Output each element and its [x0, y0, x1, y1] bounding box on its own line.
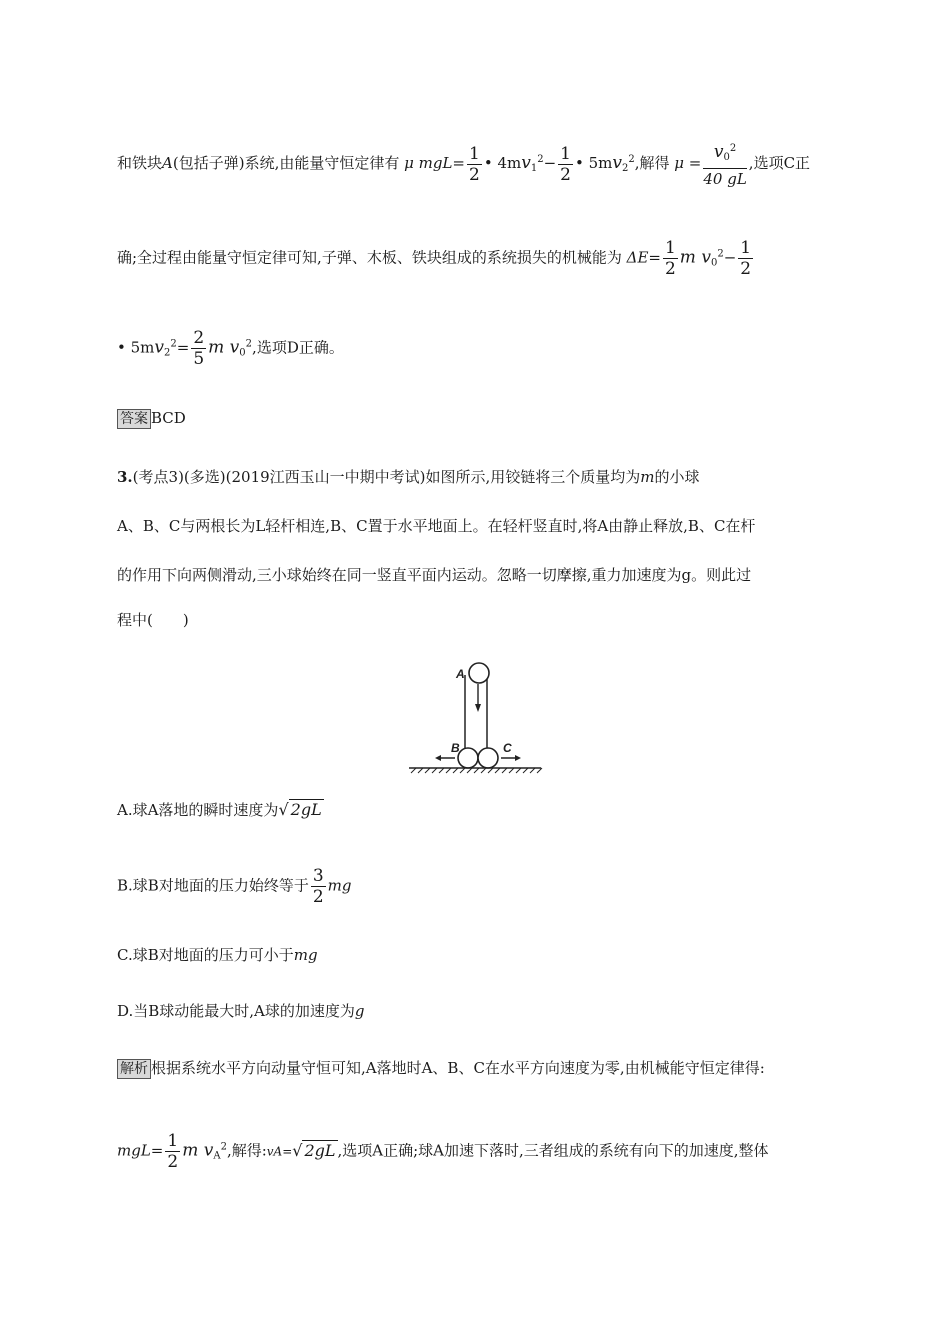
solution-line-2: [117, 238, 755, 279]
ball-c: [478, 748, 498, 768]
ball-a: [469, 663, 489, 683]
question-line-4: [117, 610, 189, 630]
label-b: B: [451, 741, 460, 755]
fraction-half: [738, 238, 753, 279]
numerator: 3: [312, 866, 324, 886]
va: vA=: [266, 1144, 293, 1159]
velocity-symbol: v: [521, 153, 531, 173]
text: 程中( ): [117, 611, 189, 629]
numerator: 1: [664, 238, 676, 258]
m-v: m v: [208, 337, 240, 358]
superscript: 2: [170, 338, 177, 350]
text: ,解得:: [226, 1141, 267, 1160]
denominator: 2: [740, 259, 752, 279]
text: B.球B对地面的压力始终等于: [117, 876, 309, 895]
m-v: m v: [182, 1140, 214, 1161]
subscript: A: [213, 1150, 221, 1162]
label-c: C: [503, 741, 512, 755]
fraction-half: [165, 1131, 180, 1172]
question-number: 3.: [117, 468, 133, 486]
mgl: mgL=: [117, 1141, 164, 1160]
text: A.球A落地的瞬时速度为: [117, 801, 279, 819]
arrow-c-head: [515, 755, 521, 761]
answer-line: [117, 408, 186, 429]
answer-value: BCD: [151, 409, 186, 427]
text: 和铁块: [117, 154, 163, 172]
term: • 5m: [117, 338, 155, 357]
text: C.球B对地面的压力可小于: [117, 946, 294, 964]
sqrt-expression: √ 2gL: [278, 800, 322, 819]
superscript: 2: [729, 143, 737, 154]
formula-lhs: μ mgL=: [404, 154, 465, 172]
superscript: 2: [537, 154, 544, 165]
denominator: 2: [167, 1152, 179, 1172]
mg: mg: [293, 946, 318, 964]
minus: −: [723, 248, 737, 267]
text: 的小球: [654, 468, 700, 486]
sqrt-expression: √ 2gL: [292, 1140, 336, 1160]
analysis-line-1: [117, 1058, 765, 1079]
text: D.当B球动能最大时,A球的加速度为: [117, 1002, 355, 1020]
arrow-b-head: [435, 755, 441, 761]
text: ,选项C正: [748, 154, 811, 172]
velocity-symbol: v: [154, 337, 164, 358]
numerator: 1: [469, 143, 480, 164]
denominator: 5: [193, 349, 205, 369]
fraction-half: [558, 144, 573, 185]
superscript: 2: [245, 338, 253, 350]
superscript: 2: [628, 154, 635, 165]
var-m: m: [640, 468, 655, 486]
fraction-half: [663, 238, 678, 279]
delta-e: ΔE=: [626, 248, 661, 267]
subscript: 0: [239, 347, 246, 359]
superscript: 2: [717, 248, 724, 260]
numerator: 1: [167, 1131, 179, 1151]
mg: mg: [327, 876, 352, 895]
term: • 4m: [483, 154, 522, 172]
denominator: 40 gL: [703, 170, 747, 188]
fraction-half: [467, 144, 482, 185]
velocity-symbol: v: [612, 153, 622, 173]
ball-b: [458, 748, 478, 768]
analysis-tag: 解析: [117, 1059, 151, 1079]
numerator: [703, 139, 746, 169]
option-d: [117, 1001, 365, 1021]
option-b: [117, 866, 351, 907]
numerator: 2: [193, 328, 205, 348]
physics-figure: [405, 660, 545, 775]
solution-line-3: [117, 328, 344, 369]
text: ,解得: [634, 154, 675, 172]
subscript: 2: [621, 163, 629, 174]
denominator: 2: [312, 887, 324, 907]
var-a: A: [162, 154, 173, 172]
label-a: A: [456, 667, 465, 681]
text: 根据系统水平方向动量守恒可知,A落地时A、B、C在水平方向速度为零,由机械能守恒定律得:: [151, 1059, 765, 1077]
equals: =: [176, 338, 190, 357]
superscript: 2: [220, 1141, 227, 1153]
subscript: 0: [723, 152, 730, 163]
text: 的作用下向两侧滑动,三小球始终在同一竖直平面内运动。忽略一切摩擦,重力加速度为g。则此过: [117, 566, 752, 584]
question-line-2: [117, 516, 755, 536]
subscript: 0: [710, 257, 718, 269]
option-c: [117, 945, 318, 965]
mu-eq: μ =: [674, 154, 702, 172]
fraction-three-halves: [311, 866, 326, 907]
text: ,选项A正确;球A加速下落时,三者组成的系统有向下的加速度,整体: [337, 1141, 769, 1160]
text: ,选项D正确。: [252, 338, 344, 357]
radicand: 2gL: [304, 1140, 336, 1160]
analysis-line-2: [117, 1131, 769, 1172]
answer-tag: 答案: [117, 409, 151, 429]
fraction-two-fifths: [191, 328, 206, 369]
term: • 5m: [574, 154, 613, 172]
solution-line-1: [117, 139, 810, 189]
numerator: 1: [740, 238, 752, 258]
numerator: 1: [560, 143, 571, 164]
denominator: 2: [469, 164, 480, 185]
minus: −: [543, 154, 557, 172]
question-line-1: [117, 467, 700, 487]
option-a: [117, 800, 324, 820]
subscript: 2: [164, 347, 171, 359]
question-line-3: [117, 565, 751, 585]
subscript: 1: [530, 163, 538, 174]
text: (包括子弹)系统,由能量守恒定律有: [172, 154, 400, 172]
arrow-a-head: [475, 704, 481, 712]
denominator: 2: [664, 259, 676, 279]
g: g: [354, 1002, 365, 1020]
denominator: 2: [560, 164, 571, 185]
m-v: m v: [679, 247, 711, 268]
text: 确;全过程由能量守恒定律可知,子弹、木板、铁块组成的系统损失的机械能为: [117, 248, 622, 267]
radicand: 2gL: [290, 800, 322, 819]
text: (考点3)(多选)(2019江西玉山一中期中考试)如图所示,用铰链将三个质量均为: [132, 468, 641, 486]
fraction-mu: [703, 139, 746, 189]
text: A、B、C与两根长为L轻杆相连,B、C置于水平地面上。在轻杆竖直时,将A由静止释放,B、C在杆: [117, 517, 756, 535]
velocity-symbol: v: [713, 142, 724, 162]
